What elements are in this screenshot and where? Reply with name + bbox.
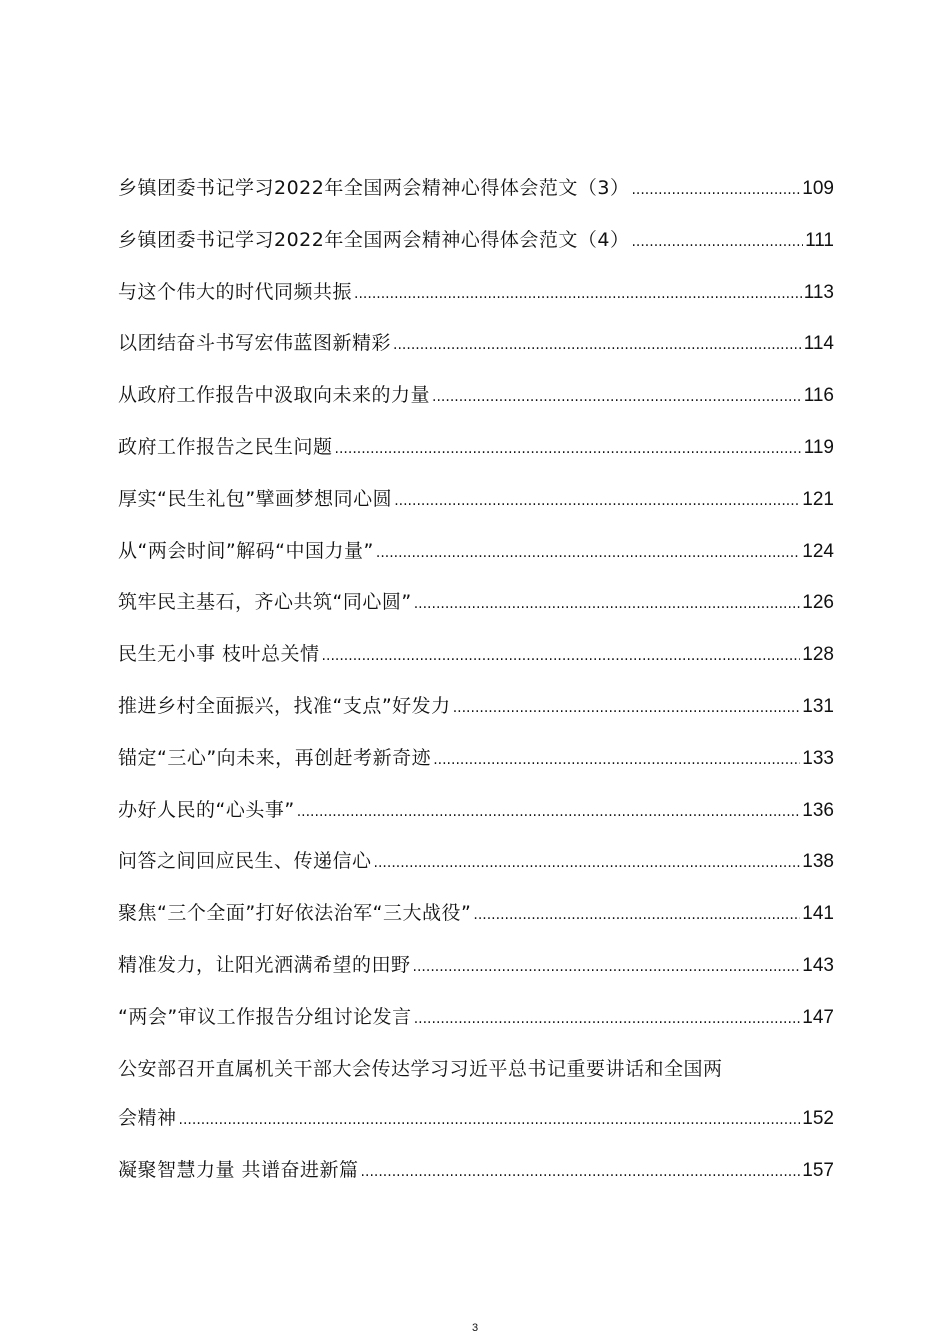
- toc-entry[interactable]: [118, 475, 834, 527]
- toc-leader-dots: [322, 632, 801, 682]
- toc-entry-title: 推进乡村全面振兴，找准“支点”好发力: [118, 694, 451, 717]
- toc-entry-page: 113: [803, 281, 834, 303]
- toc-leader-dots: [473, 891, 800, 941]
- toc-entry[interactable]: [118, 216, 834, 268]
- toc-entry-page: 141: [802, 903, 834, 925]
- toc-entry-title: 从政府工作报告中汲取向未来的力量: [118, 384, 431, 407]
- toc-entry-title: 聚焦“三个全面”打好依法治军“三大战役”: [118, 902, 472, 925]
- toc-entry[interactable]: [118, 734, 834, 786]
- toc-entry-page: 114: [803, 333, 834, 355]
- toc-leader-dots: [453, 684, 801, 734]
- toc-entry-title: 厚实“民生礼包”擘画梦想同心圆: [118, 487, 393, 510]
- toc-entry[interactable]: [118, 682, 834, 734]
- toc-entry[interactable]: [118, 993, 834, 1045]
- toc-leader-dots: [631, 218, 803, 268]
- toc-entry-title-line1: 公安部召开直属机关干部大会传达学习习近平总书记重要讲话和全国两: [118, 1057, 723, 1080]
- toc-entry-page: 128: [802, 644, 834, 666]
- toc-entry-page: 157: [802, 1160, 834, 1182]
- toc-entry-title: 与这个伟大的时代同频共振: [118, 280, 353, 303]
- toc-entry-title: 办好人民的“心头事”: [118, 798, 295, 821]
- toc-entry[interactable]: [118, 319, 834, 371]
- toc-leader-dots: [376, 529, 800, 579]
- toc-entry-page: 152: [802, 1108, 834, 1130]
- toc-entry-page: 131: [802, 695, 834, 717]
- toc-entry-page: 143: [802, 954, 834, 976]
- toc-entry-title: 乡镇团委书记学习2022年全国两会精神心得体会范文（4）: [118, 228, 630, 251]
- toc-entry-title: 民生无小事 枝叶总关情: [118, 643, 320, 666]
- toc-entry[interactable]: [118, 423, 834, 475]
- toc-entry[interactable]: [118, 889, 834, 941]
- toc-entry[interactable]: [118, 941, 834, 993]
- toc-leader-dots: [631, 166, 800, 216]
- toc-entry[interactable]: [118, 164, 834, 216]
- toc-entry-title-line2: 会精神: [118, 1107, 177, 1130]
- toc-leader-dots: [361, 1148, 801, 1198]
- toc-leader-dots: [394, 477, 800, 527]
- toc-list: [118, 164, 834, 1045]
- toc-leader-dots: [354, 270, 802, 320]
- toc-leader-dots: [297, 788, 801, 838]
- toc-entry-title: 从“两会时间”解码“中国力量”: [118, 539, 374, 562]
- toc-entry[interactable]: [118, 578, 834, 630]
- toc-entry-page: 147: [802, 1006, 834, 1028]
- toc-entry-title: 问答之间回应民生、传递信心: [118, 850, 372, 873]
- toc-entry-wrapped[interactable]: [118, 1045, 834, 1147]
- toc-leader-dots: [179, 1096, 801, 1146]
- toc-entry-title: 筑牢民主基石，齐心共筑“同心圆”: [118, 591, 412, 614]
- toc-entry-title: “两会”审议工作报告分组讨论发言: [118, 1005, 412, 1028]
- toc-leader-dots: [414, 580, 801, 630]
- toc-entry[interactable]: [118, 630, 834, 682]
- toc-entry[interactable]: [118, 527, 834, 579]
- toc-entry-page: 126: [802, 592, 834, 614]
- toc-entry-page: 111: [805, 229, 834, 251]
- toc-leader-dots: [413, 943, 801, 993]
- toc-entry-page: 119: [803, 436, 834, 458]
- toc-leader-dots: [393, 321, 802, 371]
- toc-entry-page: 109: [802, 178, 834, 199]
- toc-entry-title: 乡镇团委书记学习2022年全国两会精神心得体会范文（3）: [118, 177, 630, 199]
- toc-leader-dots: [374, 839, 801, 889]
- toc-entry-page: 124: [802, 540, 834, 562]
- toc-leader-dots: [432, 373, 802, 423]
- toc-entry-title: 政府工作报告之民生问题: [118, 435, 333, 458]
- toc-entry[interactable]: [118, 268, 834, 320]
- toc-leader-dots: [414, 995, 801, 1045]
- toc-entry-page: 138: [802, 851, 834, 873]
- toc-entry[interactable]: [118, 786, 834, 838]
- toc-entry-page: 121: [802, 488, 834, 510]
- toc-leader-dots: [335, 425, 802, 475]
- toc-entry-page: 133: [802, 747, 834, 769]
- toc-entry-page: 116: [803, 385, 834, 407]
- page-number: 3: [471, 1322, 479, 1334]
- toc-entry-title: 精准发力，让阳光洒满希望的田野: [118, 953, 411, 976]
- toc-entry-title: 以团结奋斗书写宏伟蓝图新精彩: [118, 332, 392, 355]
- toc-leader-dots: [433, 736, 800, 786]
- toc-entry-last[interactable]: [118, 1146, 834, 1198]
- table-of-contents: [118, 164, 834, 1198]
- toc-entry-title: 凝聚智慧力量 共谱奋进新篇: [118, 1159, 359, 1182]
- toc-entry-title: 锚定“三心”向未来，再创赶考新奇迹: [118, 746, 432, 769]
- toc-entry-page: 136: [802, 799, 834, 821]
- toc-entry[interactable]: [118, 837, 834, 889]
- toc-entry[interactable]: [118, 371, 834, 423]
